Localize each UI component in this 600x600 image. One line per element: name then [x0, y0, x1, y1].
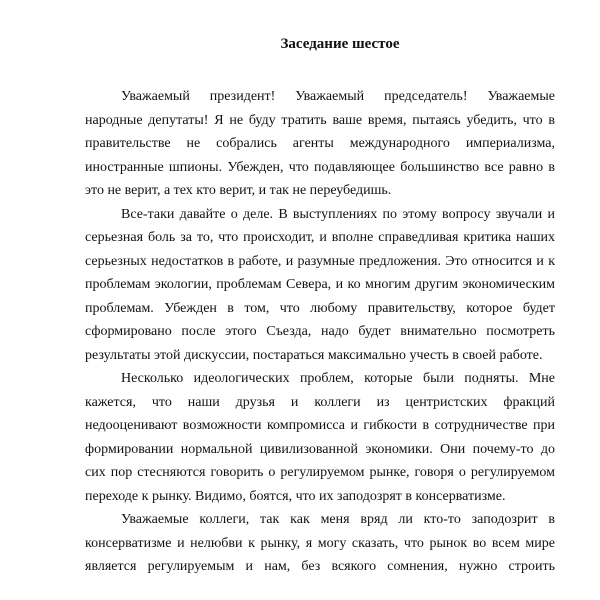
- text-line: Все-таки давайте о деле. В выступлениях по этому вопросу звучали и: [121, 206, 555, 222]
- text-line: Уважаемые коллеги, так как меня вряд ли кто-то заподозрит в: [121, 512, 555, 527]
- text-line: народные депутаты! Я не буду тратить ваше время, пытаясь убедить, что в: [85, 112, 555, 128]
- text-line: это не верит, а тех кто верит, и так не переубедишь.: [85, 183, 392, 198]
- text-line: правительстве не собрались агенты международного империализма,: [85, 136, 555, 151]
- text-line: переходе к рынку. Видимо, боятся, что их заподозрят в консерватизме.: [85, 488, 506, 504]
- text-line: серьезная боль за то, что происходит, и вполне справедливая критика наших: [85, 230, 555, 245]
- text-line: Уважаемый президент! Уважаемый председатель! Уважаемые: [121, 89, 555, 104]
- text-line: сих пор стесняются говорить о регулируемом рынке, говоря о регулируемом: [85, 465, 555, 480]
- document-body: [85, 85, 555, 579]
- text-line: сформировано после этого Съезда, надо будет внимательно посмотреть: [85, 324, 555, 339]
- text-line: консерватизме и нелюбви к рынку, я могу сказать, что рынок во всем мире: [85, 535, 555, 551]
- text-line: Несколько идеологических проблем, которые были подняты. Мне: [121, 371, 555, 386]
- text-line: кажется, что наши друзья и коллеги из центристских фракций: [85, 394, 555, 410]
- text-line: является регулируемым и нам, без всякого сомнения, нужно строить: [85, 559, 555, 574]
- text-line: проблемам экологии, проблемам Севера, и ко многим другим экономическим: [85, 277, 555, 292]
- text-line: серьезных недостатков в работе, и разумные предложения. Это относится и к: [85, 253, 555, 269]
- text-line: недооценивают возможности компромисса и гибкости в сотрудничестве при: [85, 418, 555, 433]
- page-title: Заседание шестое: [280, 36, 400, 52]
- text-line: результаты этой дискуссии, постараться максимально учесть в своей работе.: [85, 347, 543, 363]
- text-line: формировании нормальной цивилизованной экономики. Они почему-то до: [85, 441, 555, 457]
- text-line: проблемам. Убежден в том, что любому правительству, которое будет: [85, 300, 555, 316]
- text-line: иностранные шпионы. Убежден, что подавляющее большинство все равно в: [85, 159, 555, 175]
